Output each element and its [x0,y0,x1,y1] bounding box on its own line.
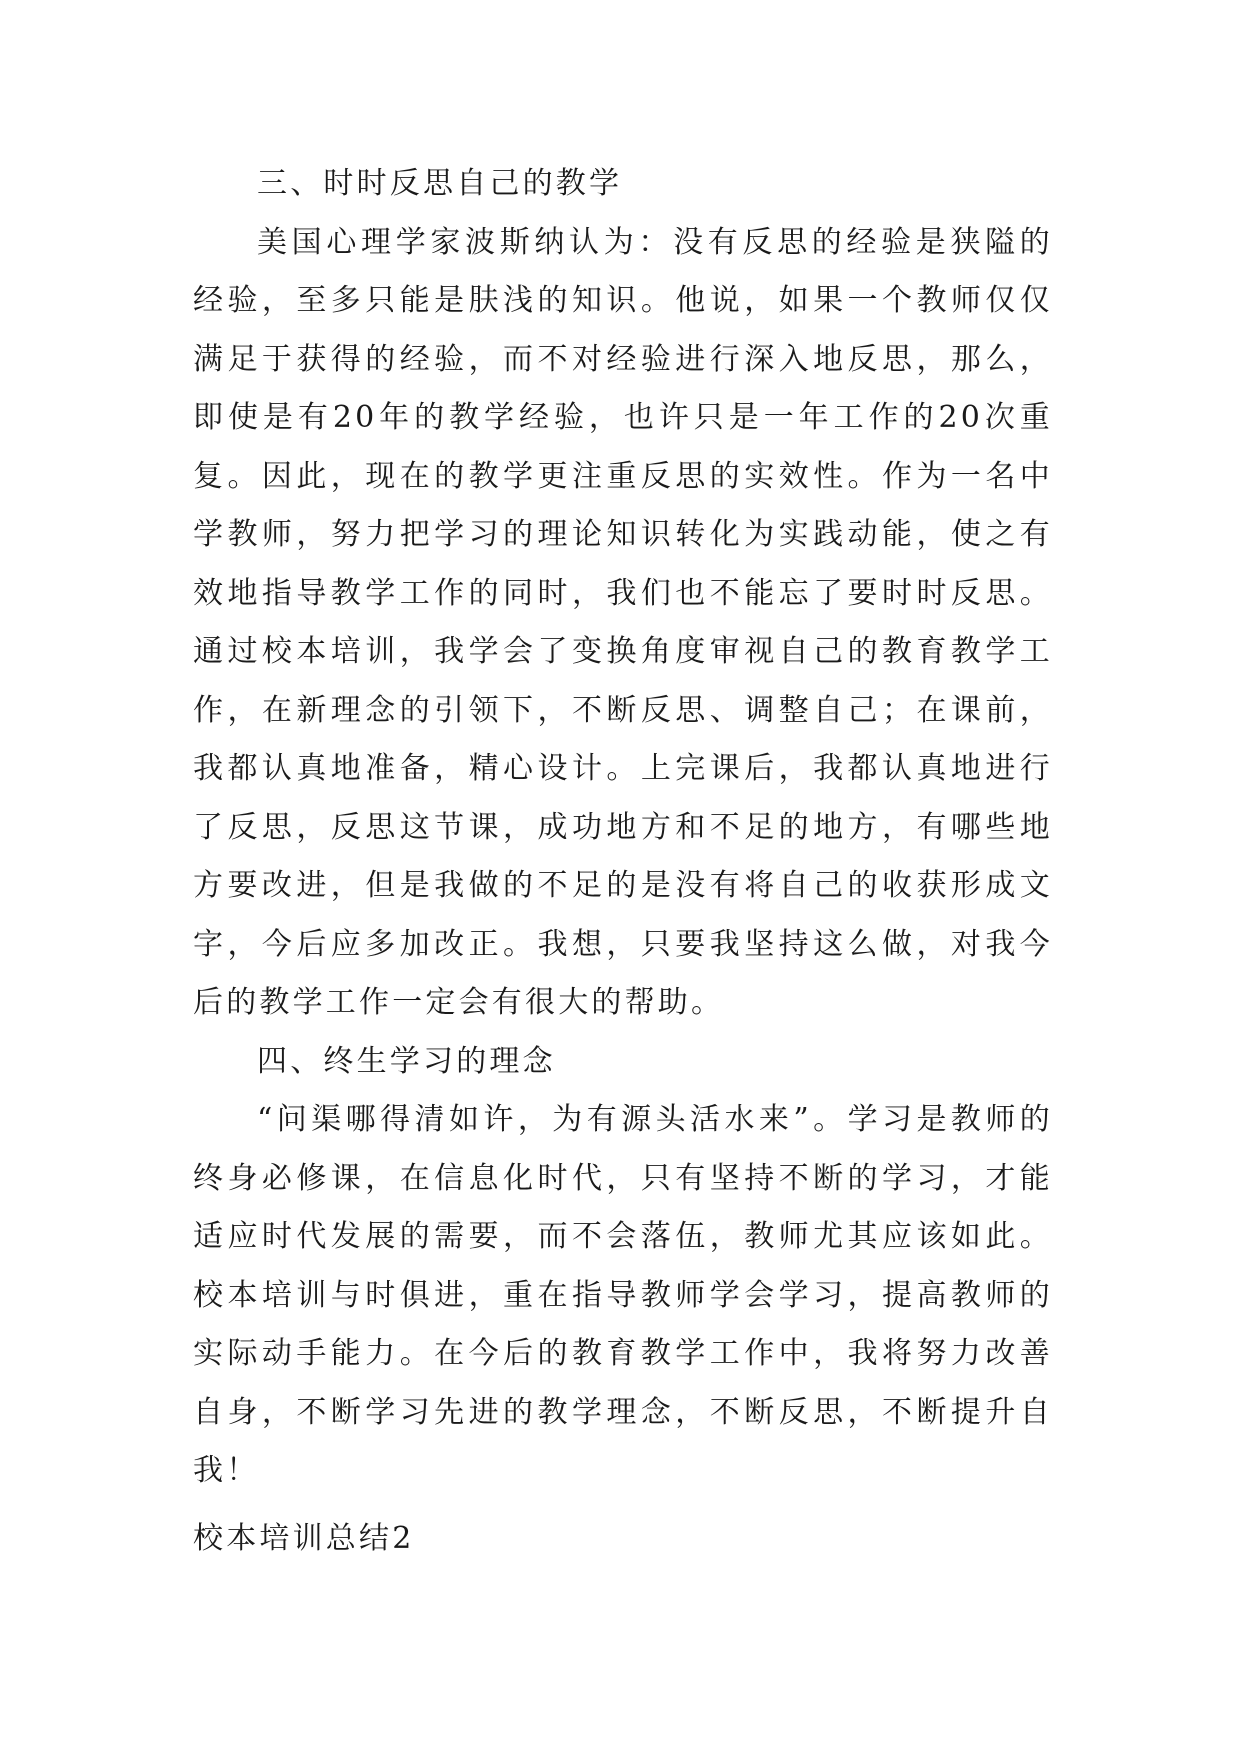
section-paragraph-lifelong-learning: “问渠哪得清如许，为有源头活水来”。学习是教师的终身必修课，在信息化时代，只有坚持不断的学习，才能适应时代发展的需要，而不会落伍，教师尤其应该如此。校本培训与时俱进，重在指导教师学会学习，提高教师的实际动手能力。在今后的教育教学工作中，我将努力改善自身，不断学习先进的教学理念，不断反思，不断提升自我！ [193,1102,1053,1488]
next-document-title: 校本培训总结2 [193,1521,415,1556]
section-heading-lifelong-learning: 四、终生学习的理念 [257,1043,556,1079]
document-body [193,155,1053,1501]
section-heading-reflection: 三、时时反思自己的教学 [257,166,623,201]
section-paragraph-reflection: 美国心理学家波斯纳认为：没有反思的经验是狭隘的经验，至多只能是肤浅的知识。他说，如果一个教师仅仅满足于获得的经验，而不对经验进行深入地反思，那么，即使是有20年的教学经验，也许只是一年工作的20次重复。因此，现在的教学更注重反思的实效性。作为一名中学教师，努力把学习的理论知识转化为实践动能，使之有效地指导教学工作的同时，我们也不能忘了要时时反思。通过校本培训，我学会了变换角度审视自己的教育教学工作，在新理念的引领下，不断反思、调整自己；在课前，我都认真地准备，精心设计。上完课后，我都认真地进行了反思，反思这节课，成功地方和不足的地方，有哪些地方要改进，但是我做的不足的是没有将自己的收获形成文字，今后应多加改正。我想，只要我坚持这么做，对我今后的教学工作一定会有很大的帮助。 [193,224,1053,1020]
